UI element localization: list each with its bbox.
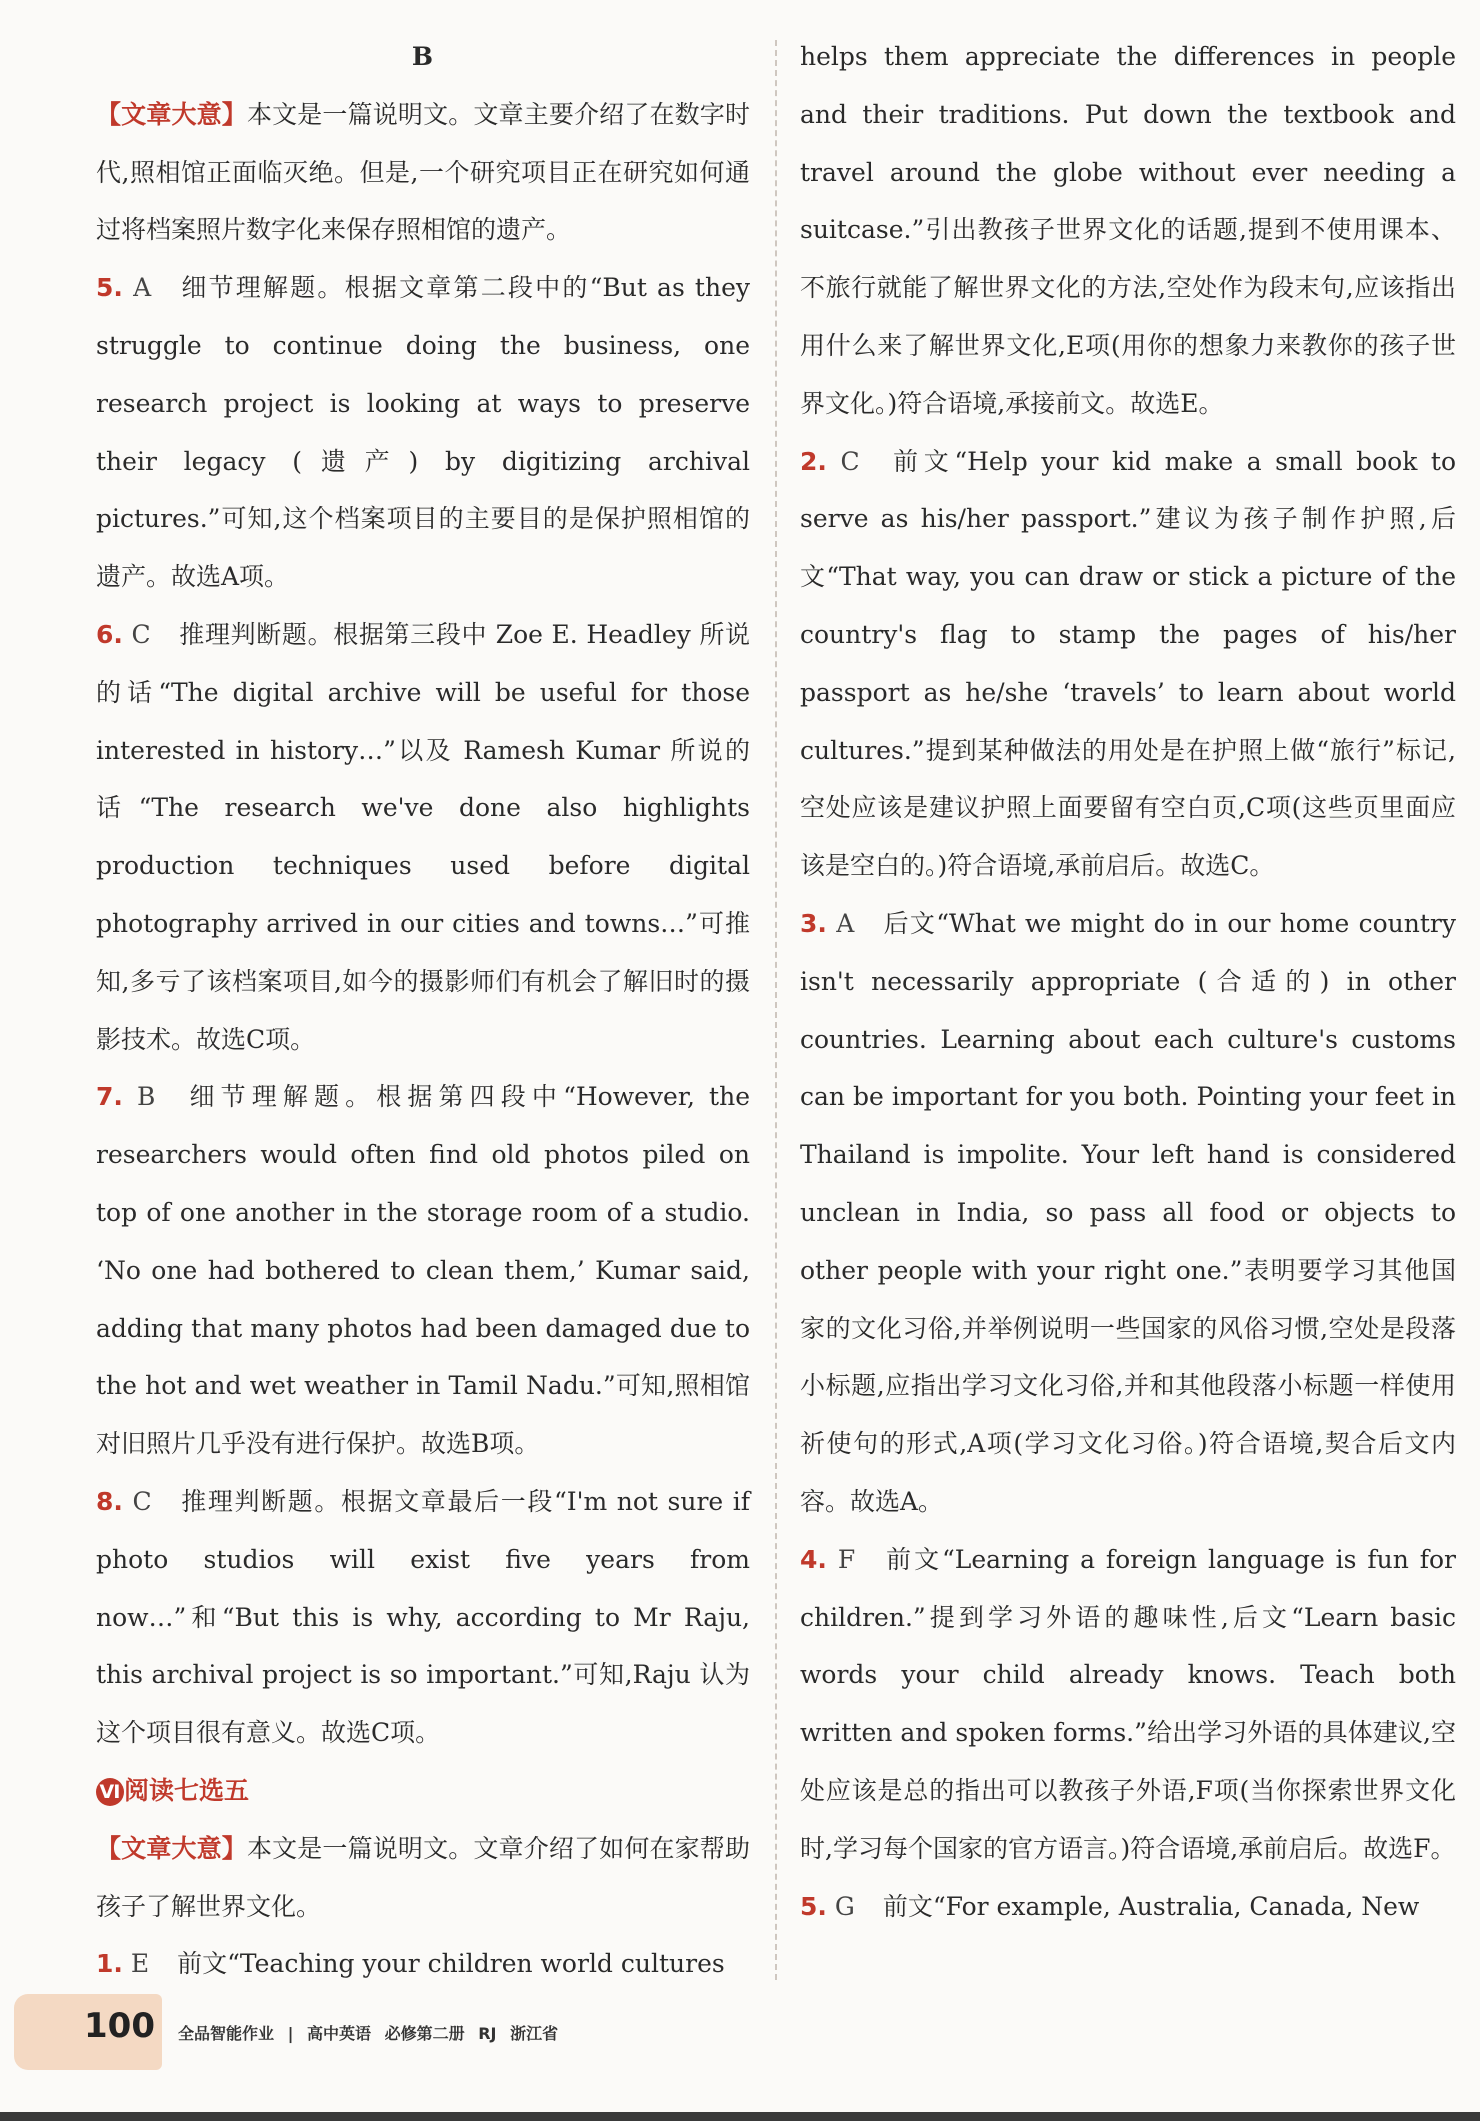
item-answer: A <box>836 908 855 938</box>
summary-tag: 【文章大意】 <box>96 1833 247 1863</box>
item-number: 6. <box>96 619 123 649</box>
item-number: 5. <box>96 273 123 303</box>
section-title: 阅读七选五 <box>124 1775 250 1805</box>
answer-item-6 <box>96 606 750 1068</box>
answer-item-1 <box>96 1935 750 1993</box>
answer-item-5 <box>96 259 750 606</box>
footer-book: 必修第二册 <box>384 2024 465 2043</box>
answer-item-5 <box>800 1878 1456 1936</box>
article-summary <box>96 86 750 259</box>
item-explanation: 前文“Teaching your children world cultures <box>177 1949 725 1979</box>
right-column <box>800 28 1456 1935</box>
item-answer: F <box>837 1544 856 1574</box>
item-explanation: 后文“What we might do in our home country isn't necessarily appropriate (合适的) in other countries. Learning about each culture's customs can be important for you both. Pointing your feet in Thailand is impolite. Your left hand is considered unclean in India, so pass all food or objects to other people with your right one.”表明要学习其他国家的文化习俗,并举例说明一些国家的风俗习惯,空处是段落小标题,应指出学习文化习俗,并和其他段落小标题一样使用祈使句的形式,A项(学习文化习俗。)符合语境,契合后文内容。故选A。 <box>800 908 1456 1516</box>
summary-text: 本文是一篇说明文。文章主要介绍了在数字时代,照相馆正面临灭绝。但是,一个研究项目正在研究如何通过将档案照片数字化来保存照相馆的遗产。 <box>96 99 750 245</box>
item-answer: E <box>130 1949 150 1979</box>
item-number: 7. <box>96 1082 123 1112</box>
summary-text: 本文是一篇说明文。文章介绍了如何在家帮助孩子了解世界文化。 <box>96 1833 750 1921</box>
column-divider <box>775 40 777 1980</box>
item-answer: A <box>133 273 152 303</box>
item-answer: C <box>840 446 860 476</box>
item-number: 4. <box>800 1544 827 1574</box>
footer-info <box>178 2021 566 2044</box>
item-explanation: 细节理解题。根据文章第二段中的“But as they struggle to continue doing the business, one research project is looking at ways to preserve their legacy (遗产) by digitizing archival pictures.”可知,这个档案项目的主要目的是保护照相馆的遗产。故选A项。 <box>96 273 750 592</box>
item-number: 3. <box>800 908 827 938</box>
answer-item-2 <box>800 433 1456 895</box>
item-number: 1. <box>96 1949 123 1979</box>
item-number: 5. <box>800 1891 827 1921</box>
item-number: 2. <box>800 446 827 476</box>
item-explanation: 前文“Help your kid make a small book to serve as his/her passport.”建议为孩子制作护照,后文“That way, you can draw or stick a picture of the country's flag to stamp the pages of his/her passport as he/she ‘travels’ to learn about world cultures.”提到某种做法的用处是在护照上做“旅行”标记,空处应该是建议护照上面要留有空白页,C项(这些页里面应该是空白的。)符合语境,承前启后。故选C。 <box>800 446 1456 881</box>
section-badge-icon: Ⅵ <box>96 1778 124 1806</box>
item-explanation: 细节理解题。根据第四段中“However, the researchers would often find old photos piled on top of one another in the storage room of a studio. ‘No one had bothered to clean them,’ Kumar said, adding that many photos had been damaged due to the hot and wet weather in Tamil Nadu.”可知,照相馆对旧照片几乎没有进行保护。故选B项。 <box>96 1082 750 1459</box>
answer-item-1-continued: helps them appreciate the differences in people and their traditions. Put down the textbook and travel around the globe without ever needing a suitcase.”引出教孩子世界文化的话题,提到不使用课本、不旅行就能了解世界文化的方法,空处作为段末句,应该指出用什么来了解世界文化,E项(用你的想象力来教你的孩子世界文化。)符合语境,承接前文。故选E。 <box>800 42 1456 418</box>
item-answer: C <box>132 1486 152 1516</box>
item-answer: C <box>131 619 151 649</box>
footer-brand: 全品智能作业 <box>178 2024 275 2043</box>
answer-item-7 <box>96 1068 750 1473</box>
footer-subject: 高中英语 <box>307 2024 372 2043</box>
item-explanation: 前文“Learning a foreign language is fun for children.”提到学习外语的趣味性,后文“Learn basic words your child already knows. Teach both written and spoken forms.”给出学习外语的具体建议,空处应该是总的指出可以教孩子外语,F项(当你探索世界文化时,学习每个国家的官方语言。)符合语境,承前启后。故选F。 <box>800 1544 1456 1863</box>
answer-item-4 <box>800 1531 1456 1878</box>
section-title-row <box>96 1762 750 1820</box>
section-heading: B <box>411 42 435 71</box>
page-number: 100 <box>84 2006 155 2046</box>
bottom-edge-bar <box>0 2112 1480 2121</box>
footer-edition: RJ <box>478 2024 497 2043</box>
summary-tag: 【文章大意】 <box>96 99 247 129</box>
item-explanation: 前文“For example, Australia, Canada, New <box>882 1891 1420 1921</box>
item-explanation: 推理判断题。根据第三段中 Zoe E. Headley 所说的话“The digital archive will be useful for those interested in history…”以及 Ramesh Kumar 所说的话“The research we've done also highlights production techniques used before digital photography arrived in our cities and towns…”可推知,多亏了该档案项目,如今的摄影师们有机会了解旧时的摄影技术。故选C项。 <box>96 619 751 1054</box>
item-number: 8. <box>96 1486 123 1516</box>
footer-region: 浙江省 <box>510 2024 559 2043</box>
article-summary-2 <box>96 1820 750 1936</box>
item-answer: G <box>834 1891 855 1921</box>
item-answer: B <box>136 1082 156 1112</box>
answer-item-8 <box>96 1473 750 1762</box>
item-explanation: 推理判断题。根据文章最后一段“I'm not sure if photo studios will exist five years from now…”和“But this is why, according to Mr Raju, this archival project is so important.”可知,Raju 认为这个项目很有意义。故选C项。 <box>96 1486 751 1748</box>
answer-item-3 <box>800 895 1456 1531</box>
left-column <box>96 28 750 1993</box>
footer-separator: | <box>287 2024 294 2043</box>
